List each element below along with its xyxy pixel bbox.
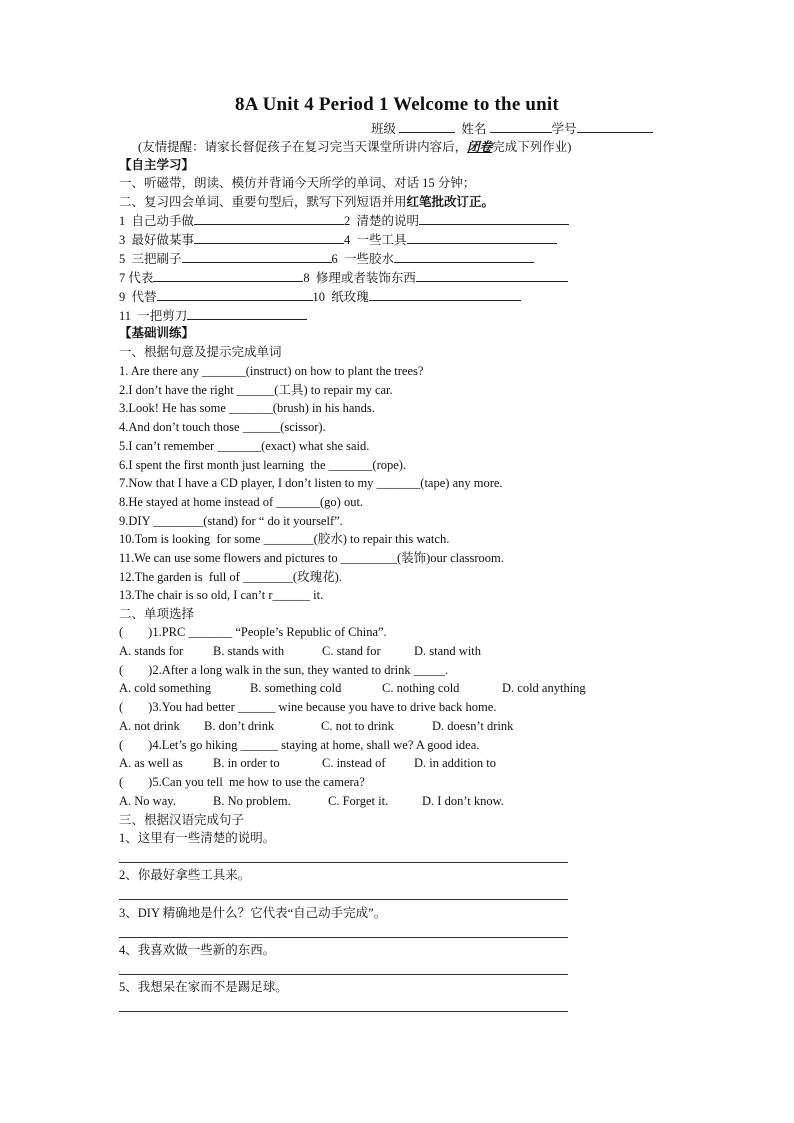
phrase-left-label: 5 三把刷子 — [119, 252, 182, 266]
phrase-left-label: 7 代表 — [119, 271, 154, 285]
mc-option[interactable]: C. Forget it. — [328, 793, 389, 808]
fill-in-question: 11.We can use some flowers and pictures to _________(装饰)our classroom. — [119, 551, 504, 565]
phrase-answer-blank[interactable] — [407, 231, 557, 244]
fill-in-question: 4.And don’t touch those ______(scissor). — [119, 420, 326, 435]
phrase-right-label: 4 一些工具 — [344, 233, 407, 247]
class-blank[interactable] — [399, 120, 455, 133]
name-label: 姓名 — [461, 122, 487, 136]
phrase-left-label: 3 最好做某事 — [119, 233, 195, 247]
part1-title: 一、根据句意及提示完成单词 — [119, 345, 282, 359]
reminder-note — [138, 139, 571, 155]
reminder-text-end: 完成下列作业) — [492, 140, 572, 154]
mc-question: ( )3.You had better ______ wine because you have to drive back home. — [119, 700, 497, 714]
translation-answer-line[interactable] — [119, 937, 568, 938]
part2-title: 二、单项选择 — [119, 607, 195, 621]
phrase-answer-blank[interactable] — [394, 250, 534, 263]
fill-in-question: 12.The garden is full of ________(玫瑰花). — [119, 569, 342, 584]
mc-question: ( )4.Let’s go hiking ______ staying at home, shall we? A good idea. — [119, 737, 480, 752]
mc-option[interactable]: A. cold something — [119, 681, 212, 696]
mc-option[interactable]: D. doesn’t drink — [432, 718, 514, 733]
phrase-right-label: 8 修理或者装饰东西 — [303, 271, 416, 285]
phrase-row — [119, 269, 568, 286]
mc-option[interactable]: D. cold anything — [502, 681, 586, 696]
phrase-row — [119, 288, 521, 305]
self-study-instruction-1: 一、听磁带，朗读、模仿并背诵今天所学的单词、对话 15 分钟； — [119, 176, 476, 190]
fill-in-question: 13.The chair is so old, I can’t r______ it. — [119, 588, 324, 603]
mc-option[interactable]: C. nothing cold — [382, 681, 460, 696]
class-label: 班级 — [371, 122, 397, 136]
phrase-answer-blank[interactable] — [416, 269, 568, 282]
translation-answer-line[interactable] — [119, 1011, 568, 1012]
mc-option[interactable]: A. not drink — [119, 718, 180, 733]
reminder-text: (友情提醒：请家长督促孩子在复习完当天课堂所讲内容后， — [138, 140, 468, 154]
mc-option[interactable]: D. stand with — [414, 643, 482, 658]
mc-option[interactable]: A. as well as — [119, 756, 183, 771]
fill-in-question: 2.I don’t have the right ______(工具) to repair my car. — [119, 382, 393, 397]
phrase-row — [119, 231, 557, 248]
translation-prompt: 1、这里有一些清楚的说明。 — [119, 831, 276, 845]
phrase-answer-blank[interactable] — [153, 269, 303, 282]
translation-prompt: 2、你最好拿些工具来。 — [119, 868, 251, 883]
mc-option[interactable]: A. stands for — [119, 643, 184, 658]
id-blank[interactable] — [577, 120, 653, 133]
phrase-right-label: 2 清楚的说明 — [344, 214, 420, 228]
translation-prompt: 4、我喜欢做一些新的东西。 — [119, 942, 276, 957]
phrase-answer-blank[interactable] — [182, 250, 332, 263]
fill-in-question: 1. Are there any _______(instruct) on how to plant the trees? — [119, 364, 424, 378]
phrase-answer-blank[interactable] — [157, 288, 313, 301]
mc-option[interactable]: D. I don’t know. — [422, 793, 504, 808]
mc-question: ( )1.PRC _______ “People’s Republic of China”. — [119, 625, 387, 639]
section-heading-basic-training: 【基础训练】 — [119, 326, 195, 340]
translation-answer-line[interactable] — [119, 899, 568, 900]
mc-option[interactable]: D. in addition to — [414, 756, 496, 771]
translation-prompt: 5、我想呆在家而不是踢足球。 — [119, 980, 288, 995]
fill-in-question: 9.DIY ________(stand) for “ do it yourself”. — [119, 513, 343, 528]
mc-option[interactable]: C. stand for — [322, 643, 381, 658]
self-study-instruction-2 — [119, 194, 494, 210]
instruction-text: 二、复习四会单词、重要句型后，默写下列短语并用 — [119, 195, 407, 209]
phrase-row — [119, 212, 569, 229]
phrase-left-label: 11 一把剪刀 — [119, 309, 188, 323]
mc-option[interactable]: B. something cold — [250, 681, 342, 696]
section-heading-self-study: 【自主学习】 — [119, 158, 195, 172]
phrase-left-label: 1 自己动手做 — [119, 214, 195, 228]
phrase-answer-blank[interactable] — [194, 212, 344, 225]
phrase-answer-blank[interactable] — [187, 307, 307, 320]
mc-question: ( )5.Can you tell me how to use the camera? — [119, 775, 365, 789]
student-info-line — [371, 120, 653, 137]
mc-option[interactable]: C. instead of — [322, 756, 386, 771]
part3-title: 三、根据汉语完成句子 — [119, 813, 245, 827]
translation-answer-line[interactable] — [119, 862, 568, 863]
mc-option[interactable]: B. don’t drink — [204, 718, 275, 733]
translation-prompt: 3、DIY 精确地是什么？它代表“自己动手完成”。 — [119, 905, 387, 920]
phrase-right-label: 6 一些胶水 — [331, 252, 395, 266]
phrase-left-label: 9 代替 — [119, 290, 157, 304]
mc-option[interactable]: C. not to drink — [321, 718, 394, 733]
mc-option[interactable]: B. No problem. — [213, 793, 291, 808]
reminder-emphasis: 闭卷 — [467, 140, 493, 154]
mc-question: ( )2.After a long walk in the sun, they wanted to drink _____. — [119, 662, 449, 677]
translation-answer-line[interactable] — [119, 974, 568, 975]
instruction-bold: 红笔批改订正。 — [406, 195, 495, 209]
fill-in-question: 5.I can’t remember _______(exact) what she said. — [119, 438, 370, 453]
phrase-answer-blank[interactable] — [369, 288, 521, 301]
fill-in-question: 6.I spent the first month just learning the _______(rope). — [119, 457, 407, 472]
fill-in-question: 8.He stayed at home instead of _______(go) out. — [119, 494, 364, 509]
phrase-answer-blank[interactable] — [419, 212, 569, 225]
page-title: 8A Unit 4 Period 1 Welcome to the unit — [235, 94, 559, 115]
mc-option[interactable]: B. stands with — [213, 643, 285, 658]
phrase-right-label: 10 纸玫瑰 — [312, 290, 369, 304]
phrase-answer-blank[interactable] — [194, 231, 344, 244]
mc-option[interactable]: B. in order to — [213, 756, 280, 771]
fill-in-question: 3.Look! He has some _______(brush) in his hands. — [119, 401, 375, 416]
fill-in-question: 7.Now that I have a CD player, I don’t listen to my _______(tape) any more. — [119, 476, 503, 491]
phrase-row — [119, 250, 534, 267]
mc-option[interactable]: A. No way. — [119, 793, 176, 808]
phrase-row — [119, 307, 307, 324]
id-label: 学号 — [551, 122, 577, 136]
fill-in-question: 10.Tom is looking for some ________(胶水) to repair this watch. — [119, 532, 450, 547]
name-blank[interactable] — [490, 120, 552, 133]
